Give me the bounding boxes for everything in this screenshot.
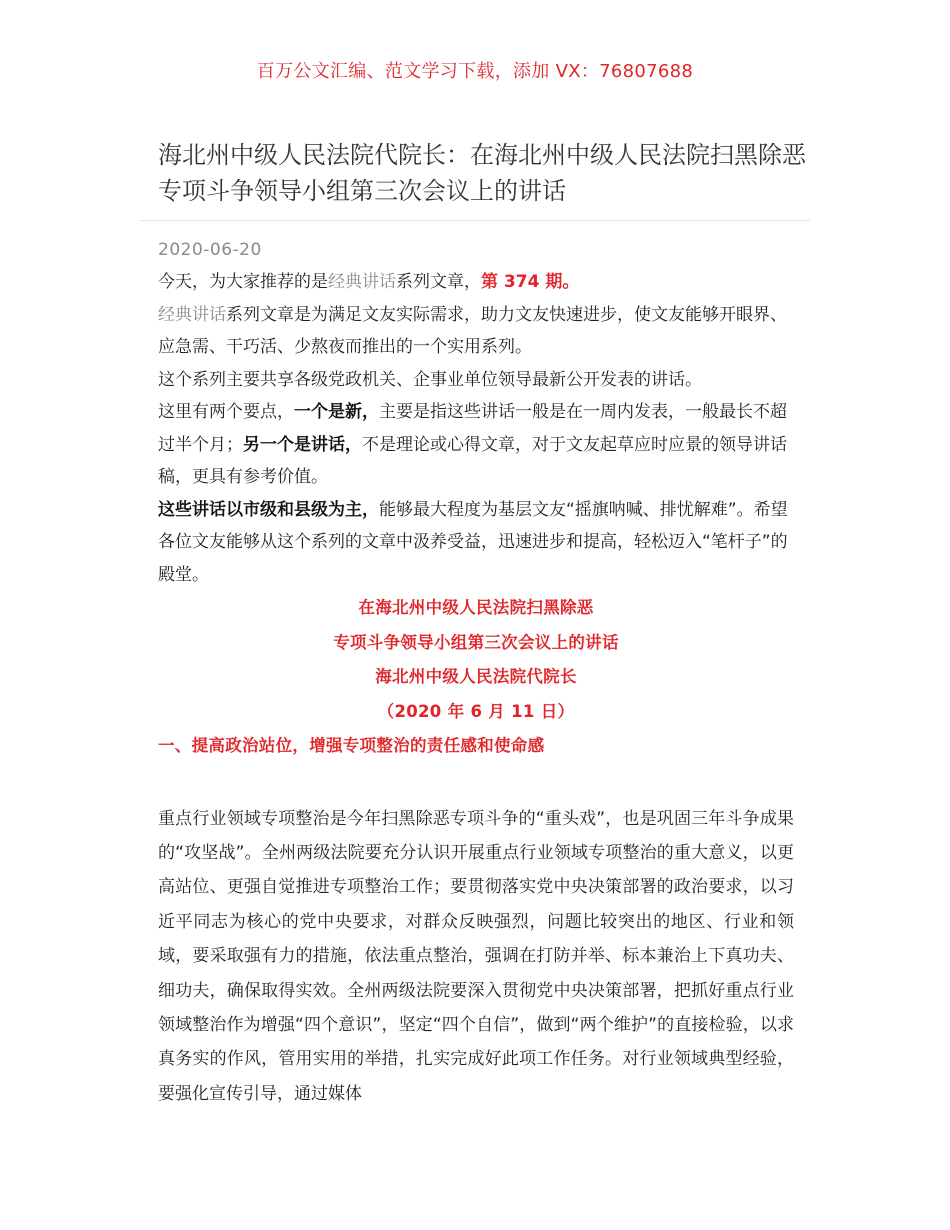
series-name: 经典讲话 xyxy=(328,272,396,292)
intro-paragraph-1 xyxy=(158,266,794,299)
key-point: 另一个是讲话， xyxy=(243,434,362,455)
article-title: 海北州中级人民法院代院长：在海北州中级人民法院扫黑除恶专项斗争领导小组第三次会议上的讲话 xyxy=(158,141,806,205)
intro-text: 不是理论或心得文章，对于文友起草应时应景的领导讲话稿，更具有参考价值。 xyxy=(158,434,787,487)
key-point: 这些讲话以市级和县级为主， xyxy=(158,499,379,520)
speech-speaker: 海北州中级人民法院代院长 xyxy=(375,667,577,686)
intro-text: 今天，为大家推荐的是 xyxy=(158,272,328,292)
issue-number: 第 374 期。 xyxy=(481,272,580,292)
article-body xyxy=(158,266,794,1111)
section-heading: 一、提高政治站位，增强专项整治的责任感和使命感 xyxy=(158,736,545,755)
speech-date: （2020 年 6 月 11 日） xyxy=(377,701,575,721)
intro-text: 系列文章是为满足文友实际需求，助力文友快速进步，使文友能够开眼界、应急需、干巧活、少熬夜而推出的一个实用系列。 xyxy=(158,304,787,357)
section-spacer xyxy=(158,764,794,802)
intro-paragraph-3: 这个系列主要共享各级党政机关、企事业单位领导最新公开发表的讲话。 xyxy=(158,369,702,390)
section-paragraph: 重点行业领域专项整治是今年扫黑除恶专项斗争的“重头戏”，也是巩固三年斗争成果的“攻坚战”。全州两级法院要充分认识开展重点行业领域专项整治的重大意义，以更高站位、更强自觉推进专项整治工作；要贯彻落实党中央决策部署的政治要求，以习近平同志为核心的党中央要求，对群众反映强烈，问题比较突出的地区、行业和领域，要采取强有力的措施，依法重点整治，强调在打防并举、标本兼治上下真功夫、细功夫，确保取得实效。全州两级法院要深入贯彻党中央决策部署，把抓好重点行业领域整治作为增强“四个意识”，坚定“四个自信”，做到“两个维护”的直接检验，以求真务实的作风，管用实用的举措，扎实完成好此项工作任务。对行业领域典型经验，要强化宣传引导，通过媒体 xyxy=(158,808,794,1104)
intro-text: 能够最大程度为基层文友“摇旗呐喊、排忧解难”。希望各位文友能够从这个系列的文章中汲养受益，迅速进步和提高，轻松迈入“笔杆子”的殿堂。 xyxy=(158,499,788,585)
article-date: 2020-06-20 xyxy=(158,240,262,260)
intro-paragraph-2 xyxy=(158,299,794,364)
series-name: 经典讲话 xyxy=(158,304,226,325)
key-point: 一个是新， xyxy=(294,402,379,422)
intro-text: 系列文章， xyxy=(396,272,481,292)
title-divider xyxy=(140,220,810,221)
intro-paragraph-4 xyxy=(158,396,794,494)
intro-text: 这里有两个要点， xyxy=(158,402,294,422)
intro-paragraph-5 xyxy=(158,494,794,592)
promo-banner: 百万公文汇编、范文学习下载，添加 VX：76807688 xyxy=(256,61,694,82)
speech-title-line-2: 专项斗争领导小组第三次会议上的讲话 xyxy=(333,632,619,652)
speech-title-line-1: 在海北州中级人民法院扫黑除恶 xyxy=(358,598,594,617)
intro-text: 主要是指这些讲话一般是在一周内发表，一般最长不超过半个月； xyxy=(158,402,787,455)
